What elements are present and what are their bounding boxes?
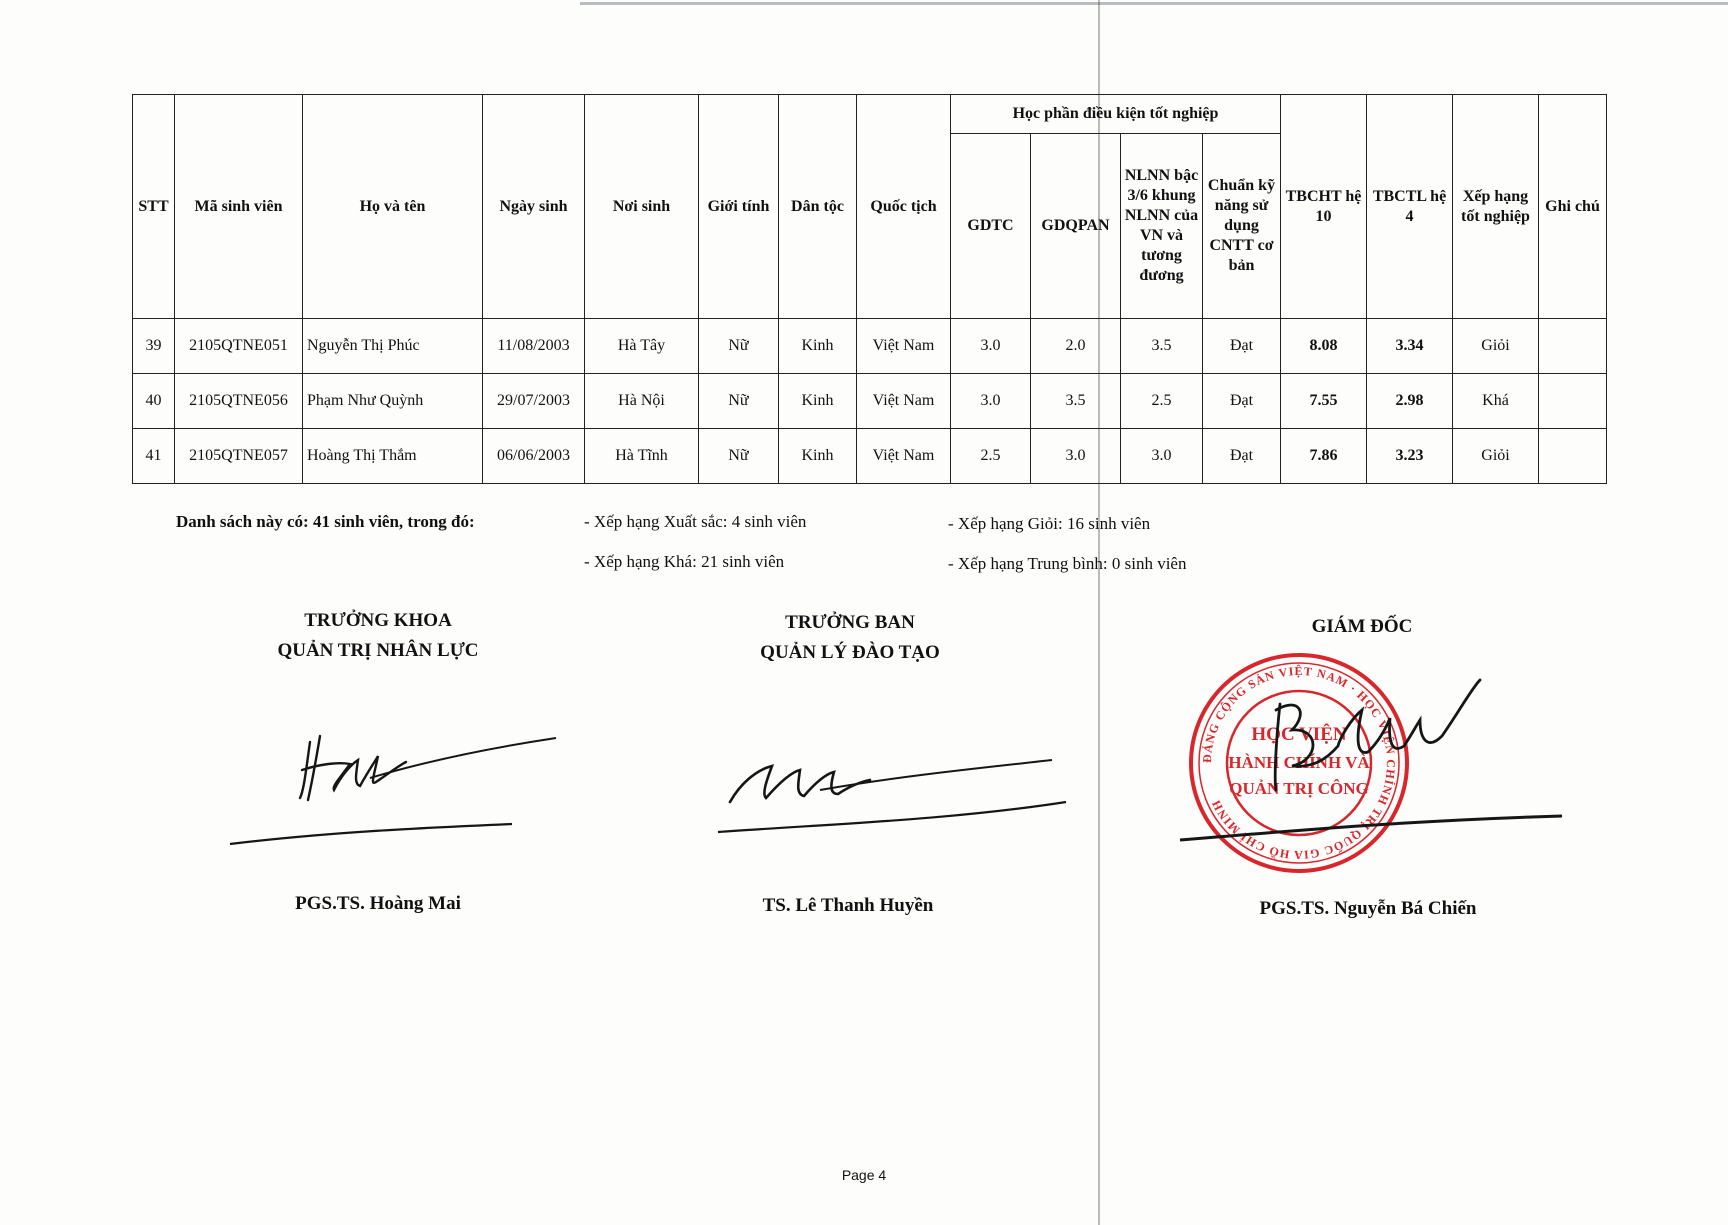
col-name: Họ và tên	[303, 95, 483, 319]
cell-cntt: Đạt	[1203, 374, 1281, 429]
cell-student-id: 2105QTNE056	[175, 374, 303, 429]
cell-gdqpan: 3.5	[1031, 374, 1121, 429]
cell-stt: 39	[133, 319, 175, 374]
cell-tbcht: 8.08	[1281, 319, 1367, 374]
summary-total: Danh sách này có: 41 sinh viên, trong đó:	[176, 512, 475, 531]
cell-tbcht: 7.86	[1281, 429, 1367, 484]
cell-dob: 29/07/2003	[483, 374, 585, 429]
cell-birthplace: Hà Tĩnh	[585, 429, 699, 484]
signature-3-image	[1180, 670, 1590, 860]
cell-ethnicity: Kinh	[779, 374, 857, 429]
signature-2-image	[700, 740, 1080, 840]
signer-3-name: PGS.TS. Nguyễn Bá Chiến	[1259, 898, 1477, 919]
signer-1-title-line2: QUẢN TRỊ NHÂN LỰC	[277, 640, 479, 661]
summary-average: - Xếp hạng Trung bình: 0 sinh viên	[948, 554, 1187, 573]
col-note: Ghi chú	[1539, 95, 1607, 319]
cell-tbctl: 2.98	[1367, 374, 1453, 429]
col-nlnn: NLNN bậc 3/6 khung NLNN của VN và tương đương	[1121, 134, 1203, 319]
col-rank: Xếp hạng tốt nghiệp	[1453, 95, 1539, 319]
signer-2-title-line1: TRƯỞNG BAN	[785, 612, 915, 633]
stamp-line-3: QUẢN TRỊ CÔNG	[1229, 779, 1369, 798]
cell-name: Phạm Như Quỳnh	[303, 374, 483, 429]
col-cntt: Chuẩn kỹ năng sử dụng CNTT cơ bản	[1203, 134, 1281, 319]
cell-gender: Nữ	[699, 319, 779, 374]
group-header-graduation-conditions: Học phần điều kiện tốt nghiệp	[951, 95, 1281, 134]
signer-2-title-line2: QUẢN LÝ ĐÀO TẠO	[760, 642, 940, 663]
summary-excellent: - Xếp hạng Xuất sắc: 4 sinh viên	[584, 512, 807, 531]
cell-stt: 40	[133, 374, 175, 429]
cell-gdtc: 2.5	[951, 429, 1031, 484]
signer-1-name: PGS.TS. Hoàng Mai	[295, 893, 461, 914]
summary-very-good: - Xếp hạng Giỏi: 16 sinh viên	[948, 514, 1151, 533]
cell-student-id: 2105QTNE057	[175, 429, 303, 484]
cell-name: Hoàng Thị Thắm	[303, 429, 483, 484]
col-gender: Giới tính	[699, 95, 779, 319]
cell-ethnicity: Kinh	[779, 429, 857, 484]
table-row	[133, 374, 1607, 429]
stamp-outer-text: ĐẢNG CỘNG SẢN VIỆT NAM · HỌC VIỆN CHÍNH TRỊ QUỐC GIA HỒ CHÍ MINH	[1199, 663, 1399, 863]
table-row	[133, 319, 1607, 374]
table-row	[133, 429, 1607, 484]
cell-nlnn: 3.5	[1121, 319, 1203, 374]
col-gdtc: GDTC	[951, 134, 1031, 319]
graduation-table	[132, 94, 1607, 484]
cell-note	[1539, 319, 1607, 374]
col-tbcht: TBCHT hệ 10	[1281, 95, 1367, 319]
cell-gdtc: 3.0	[951, 374, 1031, 429]
cell-ethnicity: Kinh	[779, 319, 857, 374]
cell-nationality: Việt Nam	[857, 374, 951, 429]
col-gdqpan: GDQPAN	[1031, 134, 1121, 319]
cell-stt: 41	[133, 429, 175, 484]
cell-nlnn: 2.5	[1121, 374, 1203, 429]
signer-2-title	[690, 608, 1010, 668]
cell-note	[1539, 374, 1607, 429]
cell-rank: Giỏi	[1453, 319, 1539, 374]
cell-rank: Giỏi	[1453, 429, 1539, 484]
signer-2-name: TS. Lê Thanh Huyền	[762, 895, 934, 916]
cell-gdqpan: 2.0	[1031, 319, 1121, 374]
cell-tbctl: 3.23	[1367, 429, 1453, 484]
col-student-id: Mã sinh viên	[175, 95, 303, 319]
col-tbctl: TBCTL hệ 4	[1367, 95, 1453, 319]
cell-gdqpan: 3.0	[1031, 429, 1121, 484]
cell-name: Nguyễn Thị Phúc	[303, 319, 483, 374]
signer-1-title	[218, 606, 538, 666]
cell-gender: Nữ	[699, 429, 779, 484]
cell-nationality: Việt Nam	[857, 429, 951, 484]
cell-nationality: Việt Nam	[857, 319, 951, 374]
col-nationality: Quốc tịch	[857, 95, 951, 319]
cell-rank: Khá	[1453, 374, 1539, 429]
col-stt: STT	[133, 95, 175, 319]
col-dob: Ngày sinh	[483, 95, 585, 319]
cell-cntt: Đạt	[1203, 319, 1281, 374]
signature-1-image	[220, 720, 560, 850]
cell-dob: 11/08/2003	[483, 319, 585, 374]
col-ethnicity: Dân tộc	[779, 95, 857, 319]
signer-3-title: GIÁM ĐỐC	[1311, 616, 1413, 637]
cell-cntt: Đạt	[1203, 429, 1281, 484]
cell-birthplace: Hà Tây	[585, 319, 699, 374]
stamp-line-2: HÀNH CHÍNH VÀ	[1228, 753, 1370, 772]
cell-gender: Nữ	[699, 374, 779, 429]
cell-birthplace: Hà Nội	[585, 374, 699, 429]
cell-gdtc: 3.0	[951, 319, 1031, 374]
cell-tbctl: 3.34	[1367, 319, 1453, 374]
cell-nlnn: 3.0	[1121, 429, 1203, 484]
cell-tbcht: 7.55	[1281, 374, 1367, 429]
cell-student-id: 2105QTNE051	[175, 319, 303, 374]
page-number: Page 4	[841, 1167, 887, 1183]
summary-good: - Xếp hạng Khá: 21 sinh viên	[584, 552, 785, 571]
cell-dob: 06/06/2003	[483, 429, 585, 484]
col-birthplace: Nơi sinh	[585, 95, 699, 319]
signer-1-title-line1: TRƯỞNG KHOA	[304, 610, 452, 631]
cell-note	[1539, 429, 1607, 484]
scan-edge-line	[580, 2, 1728, 5]
stamp-line-1: HỌC VIỆN	[1251, 724, 1347, 745]
